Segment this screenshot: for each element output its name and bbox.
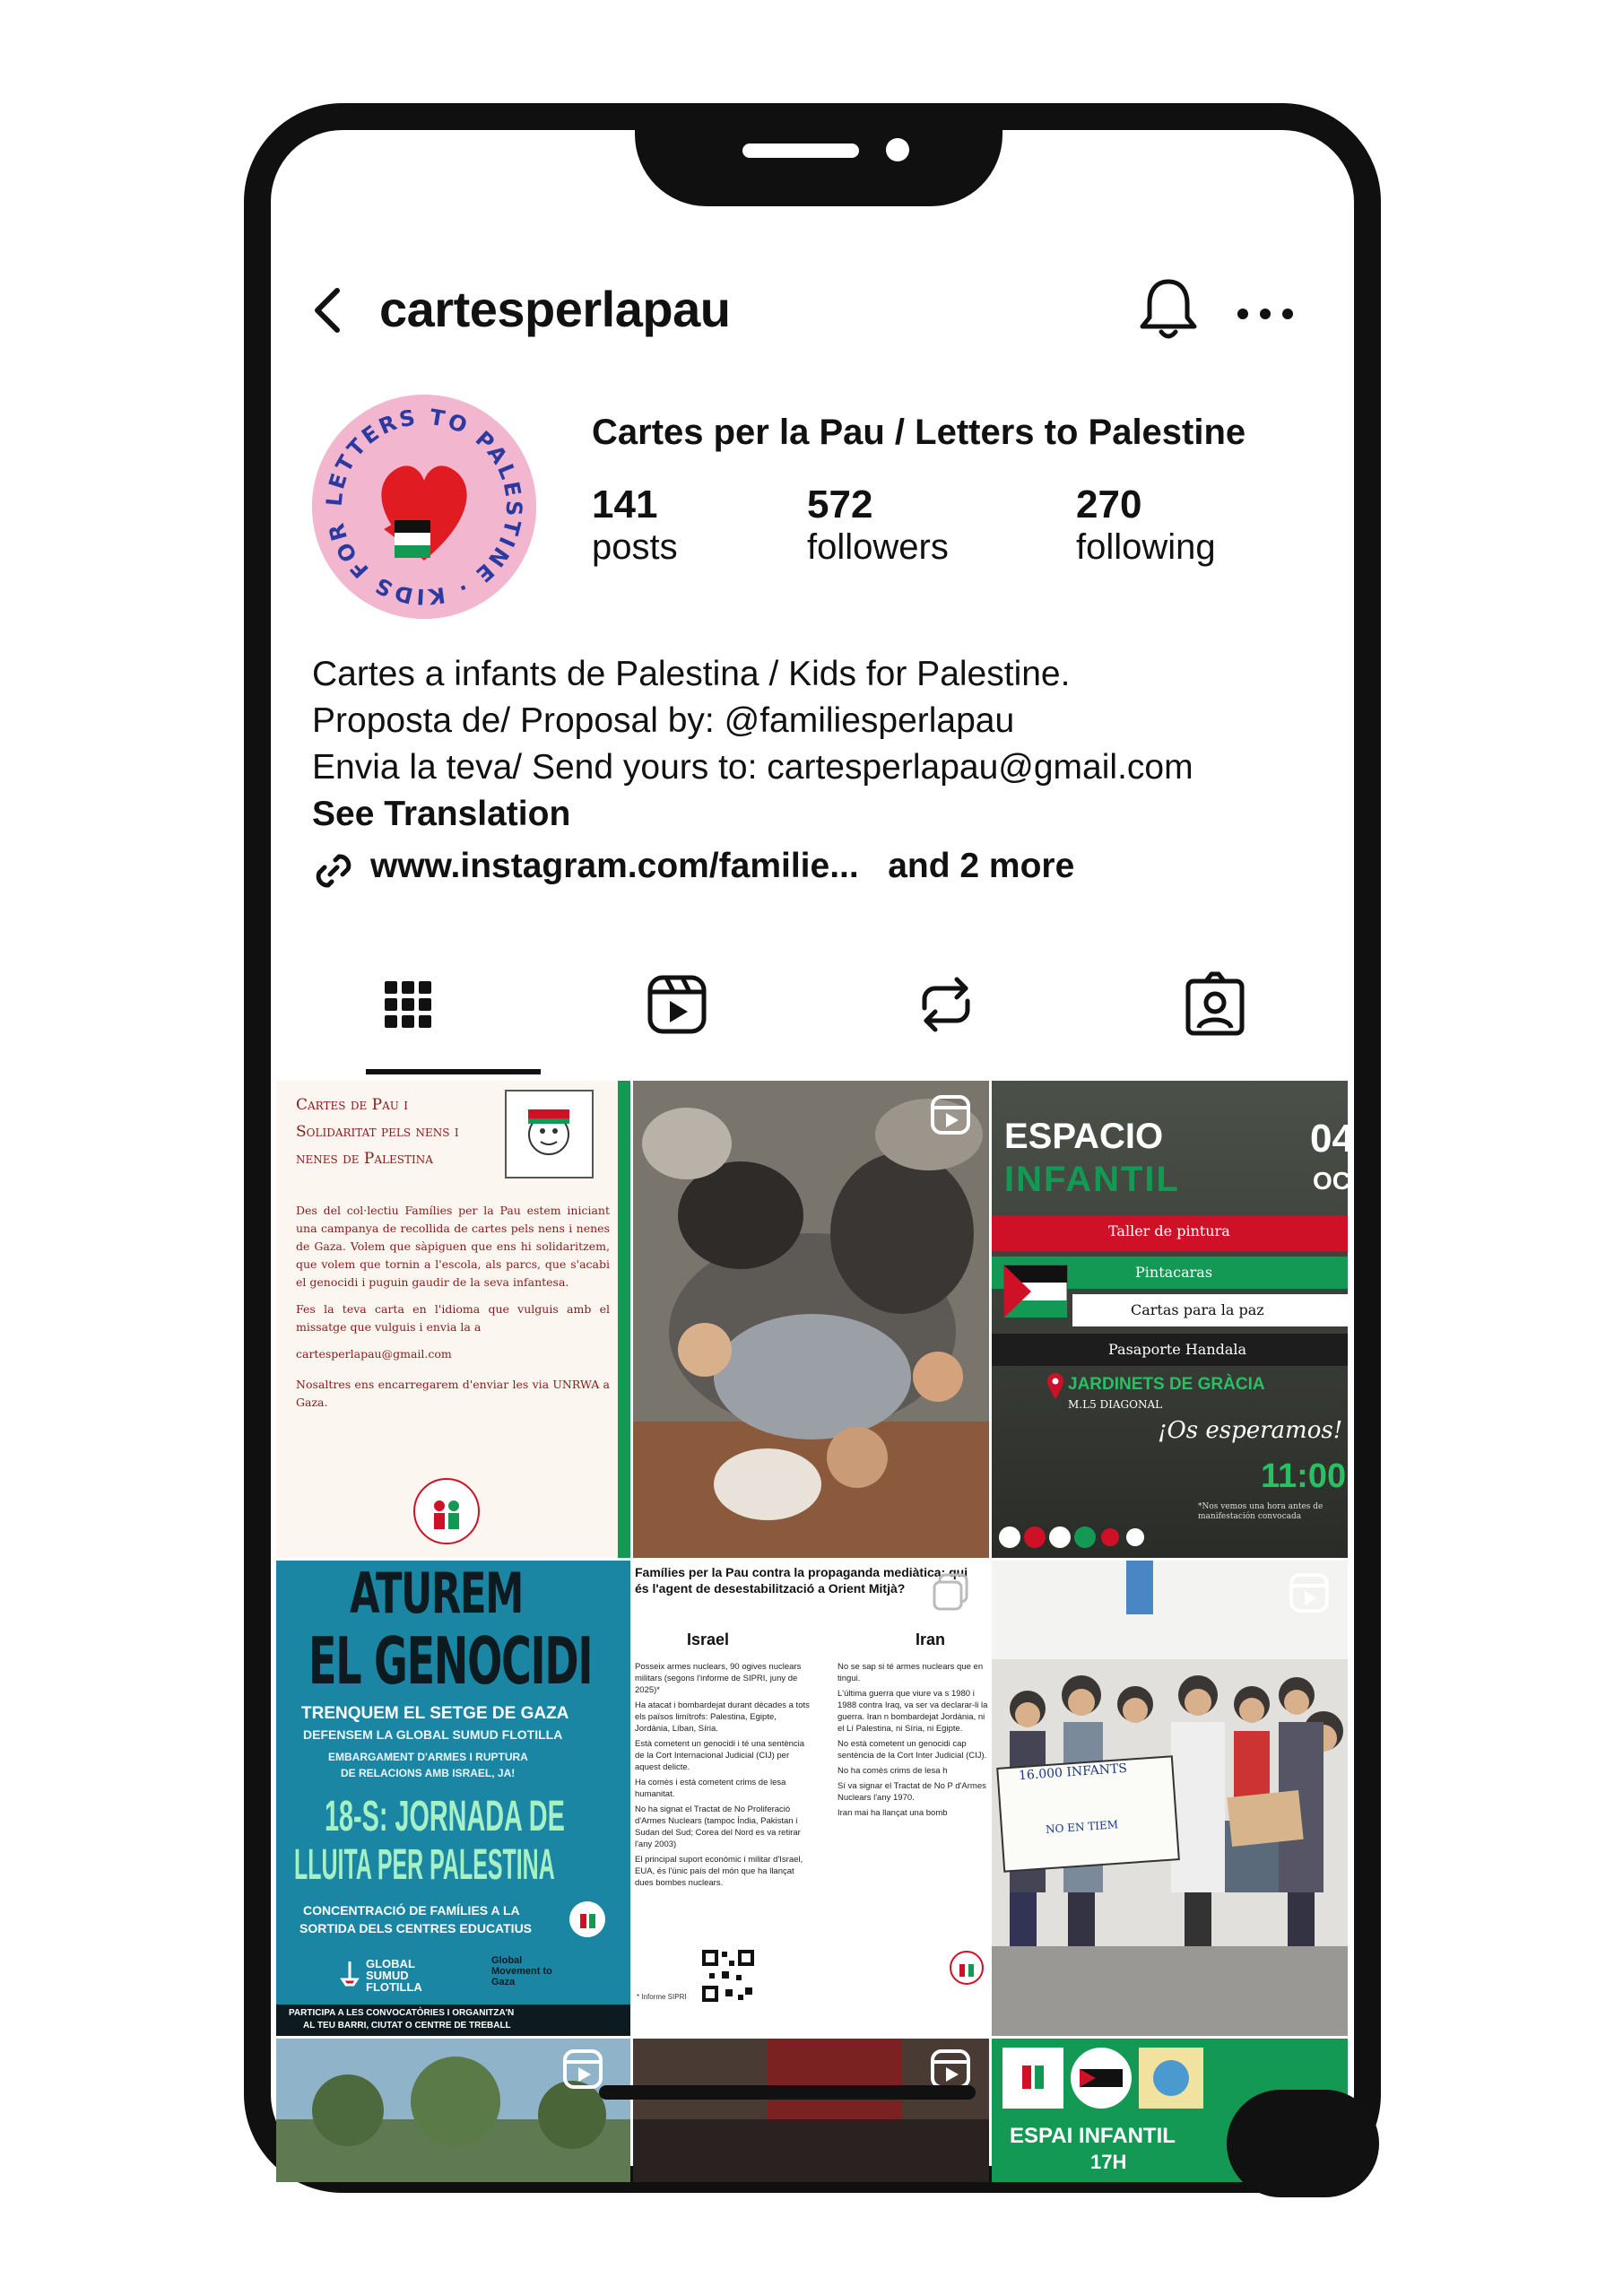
bio-line: Envia la teva/ Send yours to: cartesperlapau@gmail.com [312, 748, 1193, 787]
poster-footer-line: PARTICIPA A LES CONVOCATÒRIES I ORGANITZA'N [289, 2008, 515, 2018]
poster-line: EMBARGAMENT D'ARMES I RUPTURA [328, 1751, 528, 1763]
espacio-date: 04 [1310, 1117, 1354, 1161]
espacio-slogan: ¡Os esperamos! [1158, 1417, 1343, 1444]
stat-posts[interactable] [592, 483, 678, 568]
stat-posts-value: 141 [592, 483, 658, 526]
phone-screen [276, 135, 1354, 2173]
poster-line: DEFENSEM LA GLOBAL SUMUD FLOTILLA [303, 1727, 563, 1742]
stat-following[interactable] [1076, 483, 1216, 568]
child-drawing-icon [507, 1091, 592, 1177]
post-tile-letters-campaign[interactable] [276, 1081, 630, 1558]
poster-headline: EL GENOCIDI [308, 1623, 593, 1699]
families-logo-icon [947, 1944, 986, 1998]
comparison-column-israel: Israel [687, 1631, 730, 1648]
qr-code-icon [700, 1948, 756, 2004]
external-link-url[interactable]: www.instagram.com/familie... [370, 847, 859, 885]
espacio-date: OC [1313, 1167, 1350, 1195]
post-tile-espacio-infantil[interactable] [992, 1081, 1354, 1558]
comparison-column-iran: Iran [916, 1631, 946, 1648]
sign-text: 16.000 INFANTS [1018, 1761, 1128, 1784]
espai-logos-icon [1002, 2046, 1209, 2110]
israel-point: Posseix armes nuclears, 90 ogives nuclears militars (segons l'informe de SIPRI, juny de 2025)* [635, 1662, 802, 1695]
iran-point: No se sap si té armes nuclears que en tingui. [838, 1662, 984, 1683]
stat-followers[interactable] [807, 483, 949, 568]
avatar-logo [312, 395, 536, 619]
post1-paragraph: Nosaltres ens encarregarem d'enviar les via UNRWA a Gaza. [296, 1378, 610, 1409]
poster-line: DE RELACIONS AMB ISRAEL, JA! [341, 1767, 516, 1779]
post-tile-trees[interactable] [276, 2039, 630, 2182]
tagged-icon[interactable] [1179, 969, 1251, 1040]
espai-title: ESPAI INFANTIL [1010, 2124, 1176, 2148]
espacio-title: INFANTIL [1004, 1160, 1180, 1199]
poster-headline: LLUITA PER PALESTINA [294, 1841, 555, 1889]
green-border-strip [618, 1081, 630, 1558]
profile-avatar[interactable] [312, 395, 536, 619]
israel-point: El principal suport econòmic i militar d'Israel, EUA, és l'únic país del món que ha llançat dues bombes nuclears. [635, 1855, 803, 1888]
reposts-icon[interactable] [910, 969, 982, 1040]
link-icon [310, 848, 357, 894]
espacio-note: *Nos vemos una hora antes de manifestación convocada [1198, 1502, 1324, 1521]
children-with-banner-photo [992, 1561, 1348, 2036]
movement-logo-text: Global Movement to Gaza [491, 1955, 552, 1987]
see-translation-link[interactable]: See Translation [312, 795, 571, 833]
bio-line: Cartes a infants de Palestina / Kids for Palestine. [312, 655, 1071, 693]
activity-item: Cartas para la paz [1131, 1301, 1264, 1318]
location-pin-icon [1046, 1372, 1065, 1399]
poster-headline: ATUREM [350, 1561, 523, 1626]
stat-following-label: following [1076, 527, 1216, 567]
stat-following-value: 270 [1076, 483, 1142, 526]
post-tile-children-photo[interactable] [633, 1081, 989, 1558]
flotilla-logo-text: GLOBAL SUMUD FLOTILLA [366, 1957, 422, 1994]
more-icon[interactable] [1234, 305, 1297, 323]
post-tile-dark-photo[interactable] [633, 2039, 989, 2182]
iran-point: Iran mai ha llançat una bomb [838, 1808, 948, 1818]
svg-text:LETTERS TO PALESTINE · KIDS FO: LETTERS TO PALESTINE · KIDS FOR [321, 404, 527, 610]
post1-paragraph: Des del col·lectiu Famílies per la Pau estem iniciant una campanya de recollida de cartes pels nens i nenes de Gaza. Volem que sàpiguen que ens hi solidaritzem, que volem que tornin a l'escola, als parcs, que s'acabi el genocidi i puguin gaudir de la seva infantesa. [296, 1204, 610, 1289]
profile-username: cartesperlapau [379, 281, 731, 337]
external-link[interactable] [370, 847, 1074, 886]
stat-followers-value: 572 [807, 483, 873, 526]
comparison-title: Famílies per la Pau contra la propaganda mediàtica: qui és l'agent de desestabilització a Orient Mitjà? [635, 1565, 968, 1596]
families-for-peace-logo-icon [411, 1475, 482, 1547]
activity-item: Pasaporte Handala [1108, 1341, 1247, 1358]
phone-corner [1227, 2090, 1379, 2197]
iran-point: Sí va signar el Tractat de No P d'Armes Nuclears l'any 1970. [838, 1781, 986, 1803]
grid-icon[interactable] [372, 969, 444, 1040]
iran-point: No està cometent un genocidi cap sentència de la Cort Inter Judicial (CIJ). [838, 1739, 987, 1761]
iran-points [838, 1661, 988, 1819]
post-tile-propaganda-comparison[interactable] [633, 1561, 989, 2036]
sign-text: NO EN TIEM [1045, 1818, 1119, 1836]
children-gathering-photo [633, 1081, 989, 1558]
reel-indicator-icon [561, 2048, 604, 2091]
stat-followers-label: followers [807, 527, 949, 567]
front-camera [886, 138, 909, 161]
post1-illustration [505, 1090, 594, 1178]
active-tab-indicator [366, 1069, 541, 1074]
poster-line: TRENQUEM EL SETGE DE GAZA [301, 1704, 569, 1723]
comparison-footnote: * Informe SIPRI [637, 1993, 687, 2001]
flotilla-logo-icon [339, 1960, 360, 1987]
espacio-logos [997, 1524, 1176, 1555]
poster-line: CONCENTRACIÓ DE FAMÍLIES A LA [303, 1903, 520, 1918]
poster-footer-line: AL TEU BARRI, CIUTAT O CENTRE DE TREBALL [303, 2021, 511, 2031]
bio-line: Proposta de/ Proposal by: @familiesperlapau [312, 701, 1015, 740]
poster-headline: 18-S: JORNADA DE [325, 1793, 565, 1840]
espacio-place: M.L5 DIAGONAL [1068, 1398, 1163, 1411]
post-tile-children-sign[interactable] [992, 1561, 1348, 2036]
organization-logos-icon [997, 1524, 1176, 1551]
poster-line: SORTIDA DELS CENTRES EDUCATIUS [299, 1921, 533, 1935]
activity-item: Pintacaras [1135, 1264, 1213, 1281]
reel-indicator-icon [1288, 1571, 1331, 1614]
post1-email: cartesperlapau@gmail.com [296, 1347, 452, 1361]
activity-item: Taller de pintura [1108, 1222, 1230, 1239]
post1-paragraph: Fes la teva carta en l'idioma que vulguis amb el missatge que vulguis i envia la a [296, 1302, 610, 1334]
post1-title-line: Cartes de Pau i [296, 1096, 409, 1114]
phone-notch [635, 108, 1002, 206]
espai-subtitle: 17H [1090, 2151, 1127, 2173]
espacio-title: ESPACIO [1004, 1117, 1164, 1156]
israel-point: Ha atacat i bombardejat durant dècades a tots els països limítrofs: Palestina, Egipte, Jordània, Líban, Síria. [635, 1700, 810, 1734]
iran-point: L'última guerra que viure va s 1980 i 1988 contra Iraq, va ser va declarar-li la guerra. Iran n bombardejat Jordània, ni el Lí Palestina, ni Síria, ni Egipte. [838, 1689, 988, 1734]
reel-indicator-icon [929, 1093, 972, 1136]
profile-display-name: Cartes per la Pau / Letters to Palestine [592, 413, 1246, 452]
espacio-time: 11:00 [1261, 1457, 1347, 1495]
external-link-more[interactable]: and 2 more [888, 847, 1075, 885]
israel-point: Ha comès i està cometent crims de lesa humanitat. [635, 1778, 786, 1799]
post-tile-aturem-genocidi[interactable] [276, 1561, 630, 2036]
bell-icon[interactable] [1137, 274, 1200, 343]
families-logo-icon [568, 1900, 607, 1939]
back-arrow-icon[interactable] [303, 285, 353, 335]
reel-indicator-icon [929, 2048, 972, 2091]
profile-tabs [276, 969, 1348, 1058]
reels-icon[interactable] [641, 969, 713, 1040]
iran-point: No ha comès crims de lesa h [838, 1766, 948, 1776]
carousel-indicator-icon [929, 1571, 972, 1614]
post1-title-line: nenes de Palestina [296, 1150, 433, 1168]
home-indicator[interactable] [599, 2085, 976, 2100]
speaker-grille [742, 144, 859, 158]
israel-point: Està cometent un genocidi i té una sentència de la Cort Internacional Judicial (CIJ) per aquest delicte. [635, 1739, 805, 1772]
israel-points [635, 1661, 810, 1889]
espacio-place: JARDINETS DE GRÀCIA [1068, 1375, 1265, 1394]
post1-title-line: Solidaritat pels nens i [296, 1123, 459, 1141]
palestine-flag-icon [1001, 1257, 1071, 1326]
stat-posts-label: posts [592, 527, 678, 567]
israel-point: No ha signat el Tractat de No Proliferació d'Armes Nuclears (tampoc Índia, Pakistan i Sudan del Sud; Corea del Nord es va retirar l'any 2003) [635, 1805, 801, 1849]
